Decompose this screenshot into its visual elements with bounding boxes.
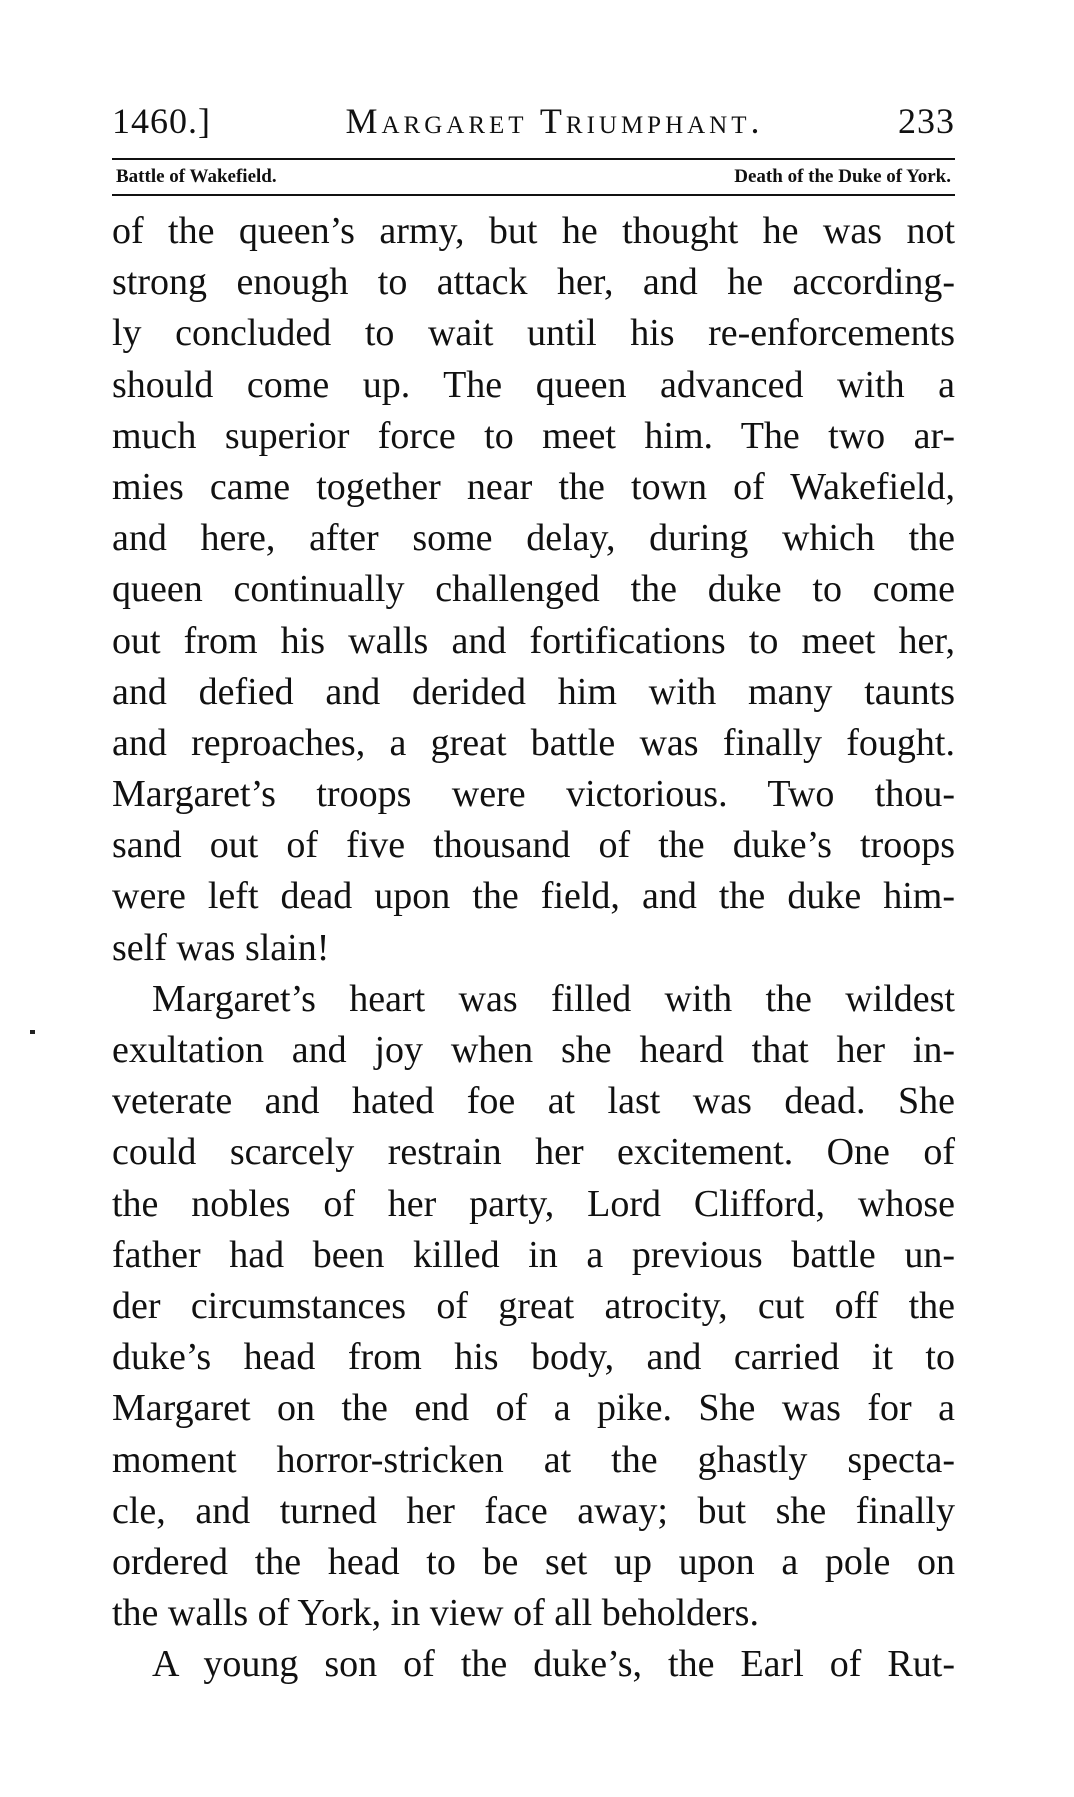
running-head	[112, 100, 955, 158]
text-line: exultation and joy when she heard that her in-	[112, 1029, 955, 1071]
header-rule-bottom	[112, 194, 955, 196]
text-line: could scarcely restrain her excitement. One of	[112, 1131, 955, 1174]
text-line: out from his walls and fortifications to meet her,	[112, 619, 955, 662]
text-line: der circumstances of great atrocity, cut off the	[112, 1284, 955, 1327]
text-line: veterate and hated foe at last was dead. She	[112, 1080, 955, 1123]
text-line: were left dead upon the field, and the duke him-	[112, 875, 955, 918]
body-text	[112, 206, 955, 1690]
text-line: duke’s head from his body, and carried it to	[112, 1336, 955, 1379]
text-line: A young son of the duke’s, the Earl of Rut-	[152, 1643, 955, 1686]
subhead-right: Death of the Duke of York.	[734, 166, 951, 187]
text-line: Margaret’s heart was filled with the wildest	[152, 977, 955, 1020]
text-line: self was slain!	[112, 926, 330, 969]
text-line: the walls of York, in view of all beholders.	[112, 1592, 759, 1635]
running-title: Margaret Triumphant.	[345, 101, 764, 141]
text-line: and here, after some delay, during which the	[112, 517, 955, 560]
text-line: sand out of five thousand of the duke’s troops	[112, 824, 955, 867]
text-line: mies came together near the town of Wakefield,	[112, 465, 955, 508]
text-line: should come up. The queen advanced with a	[112, 363, 955, 406]
text-line: queen continually challenged the duke to come	[112, 568, 955, 611]
page-number: 233	[898, 101, 955, 141]
text-line: ordered the head to be set up upon a pole on	[112, 1540, 955, 1583]
text-line: much superior force to meet him. The two ar-	[112, 414, 955, 457]
text-line: moment horror-stricken at the ghastly specta-	[112, 1438, 955, 1481]
text-line: strong enough to attack her, and he according-	[112, 261, 955, 304]
stray-ink-mark	[30, 1030, 35, 1034]
header-year: 1460.]	[112, 101, 211, 141]
text-line: and defied and derided him with many taunts	[112, 670, 955, 713]
text-line: ly concluded to wait until his re-enforcements	[112, 312, 955, 355]
text-line: the nobles of her party, Lord Clifford, whose	[112, 1182, 955, 1225]
text-line: of the queen’s army, but he thought he was not	[112, 210, 955, 252]
text-line: and reproaches, a great battle was finally fought.	[112, 721, 955, 764]
marginal-subheads	[112, 160, 955, 194]
text-line: cle, and turned her face away; but she finally	[112, 1489, 955, 1532]
text-line: Margaret’s troops were victorious. Two thou-	[112, 773, 955, 816]
text-line: Margaret on the end of a pike. She was for a	[112, 1387, 955, 1430]
book-page	[112, 100, 955, 1690]
text-line: father had been killed in a previous battle un-	[112, 1233, 955, 1276]
subhead-left: Battle of Wakefield.	[116, 166, 277, 187]
